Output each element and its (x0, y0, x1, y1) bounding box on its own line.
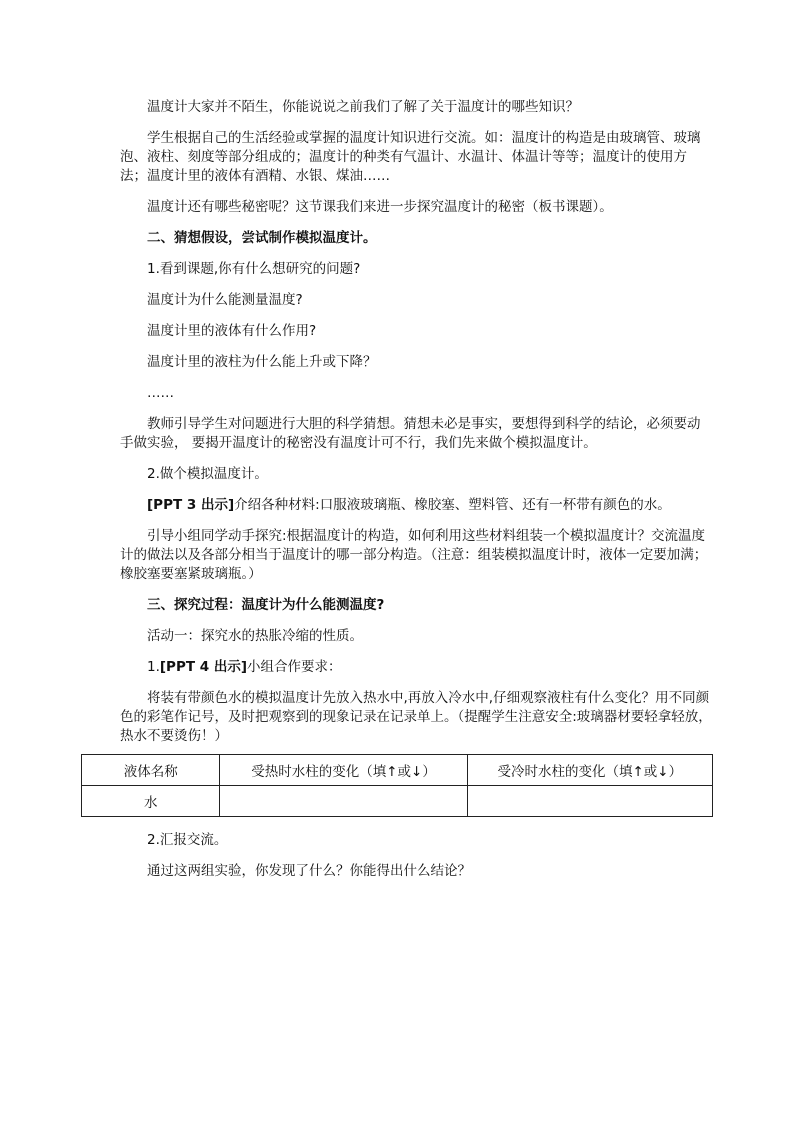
section-heading-3: 三、探究过程：温度计为什么能测温度? (147, 597, 385, 613)
step-make-thermometer: 2.做个模拟温度计。 (147, 466, 268, 482)
question-ellipsis: …… (147, 385, 174, 401)
paragraph-teacher-guide: 教师引导学生对问题进行大胆的科学猜想。猜想未必是事实，要想得到科学的结论，必须要动手做实验， 要揭开温度计的秘密没有温度计可不行，我们先来做个模拟温度计。 (120, 416, 701, 451)
paragraph-explore: 引导小组同学动手探究:根据温度计的构造，如何利用这些材料组装一个模拟温度计？交流温度计的做法以及各部分相当于温度计的哪一部分构造。（注意：组装模拟温度计时，液体一定要加满；橡胶塞要塞紧玻璃瓶。） (120, 528, 708, 582)
table-cell (220, 786, 467, 817)
table-header-cell: 受热时水柱的变化（填↑或↓） (220, 755, 467, 786)
section-heading-2: 二、猜想假设，尝试制作模拟温度计。 (147, 230, 377, 246)
paragraph-intro-question: 温度计大家并不陌生，你能说说之前我们了解了关于温度计的哪些知识？ (147, 99, 579, 115)
ppt3-text: 介绍各种材料:口服液玻璃瓶、橡胶塞、塑料管、还有一杯带有颜色的水。 (234, 497, 671, 513)
paragraph-ppt4 (120, 658, 712, 677)
ppt3-tag: [PPT 3 出示] (147, 497, 235, 513)
activity-one: 活动一：探究水的热胀冷缩的性质。 (147, 628, 363, 644)
paragraph-ppt3 (120, 496, 712, 515)
step-report: 2.汇报交流。 (147, 832, 228, 848)
document-body (120, 98, 712, 893)
paragraph-student-exchange: 学生根据自己的生活经验或掌握的温度计知识进行交流。如：温度计的构造是由玻璃管、玻璃泡、液柱、刻度等部分组成的；温度计的种类有气温计、水温计、体温计等等；温度计的使用方法；温度计里的液体有酒精、水银、煤油…… (120, 130, 701, 184)
table-cell: 水 (82, 786, 220, 817)
table-header-cell: 受冷时水柱的变化（填↑或↓） (467, 755, 712, 786)
question-item: 温度计里的液体有什么作用? (147, 323, 317, 339)
ppt4-prefix: 1. (147, 659, 160, 675)
table-row (82, 786, 713, 817)
ppt4-text: 小组合作要求： (247, 659, 342, 675)
paragraph-instructions: 将装有带颜色水的模拟温度计先放入热水中,再放入冷水中,仔细观察液柱有什么变化？用不同颜色的彩笔作记号，及时把观察到的现象记录在记录单上。（提醒学生注意安全:玻璃器材要轻拿轻放，热水不要烫伤！） (120, 690, 712, 744)
table-header-cell: 液体名称 (82, 755, 220, 786)
record-table (81, 754, 713, 817)
table-header-row (82, 755, 713, 786)
question-item: 温度计里的液柱为什么能上升或下降？ (147, 354, 377, 370)
ppt4-tag: [PPT 4 出示] (159, 659, 248, 675)
table-cell (467, 786, 712, 817)
question-item: 温度计为什么能测量温度? (147, 292, 303, 308)
conclusion-question: 通过这两组实验，你发现了什么？你能得出什么结论？ (147, 863, 471, 879)
question-intro: 1.看到课题,你有什么想研究的问题? (147, 261, 361, 277)
paragraph-lesson-topic: 温度计还有哪些秘密呢？这节课我们来进一步探究温度计的秘密（板书课题）。 (147, 199, 613, 215)
